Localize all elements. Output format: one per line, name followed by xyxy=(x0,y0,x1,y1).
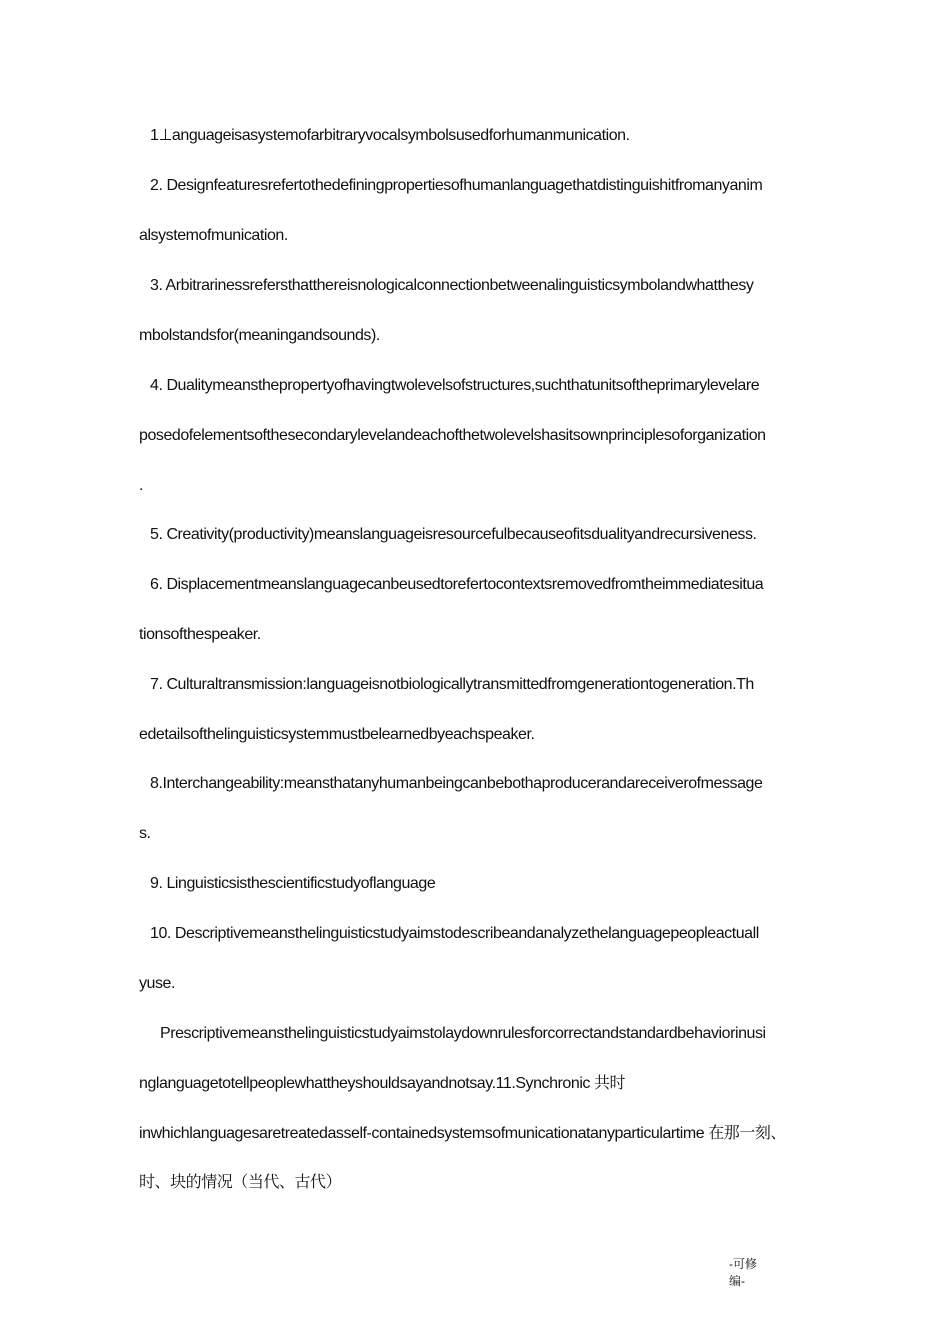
footer-label-line-2: 编- xyxy=(729,1274,745,1288)
text-line-3: alsystemofmunication. xyxy=(139,227,288,244)
text-line-17: 10. Descriptivemeansthelinguisticstudyaimstodescribeandanalyzethelanguagepeopleactuall xyxy=(150,925,759,942)
text-line-13: edetailsofthelinguisticsystemmustbelearnedbyeachspeaker. xyxy=(139,726,535,743)
text-line-4: 3. Arbitrarinessrefersthatthereisnologicalconnectionbetweenalinguisticsymbolandwhatthesy xyxy=(150,277,754,294)
text-line-10: 6. Displacementmeanslanguagecanbeusedtorefertocontextsremovedfromtheimmediatesitua xyxy=(150,576,764,593)
text-line-22: 时、块的情况（当代、古代） xyxy=(139,1174,342,1191)
text-line-7: posedofelementsofthesecondarylevelandeachofthetwolevelshasitsownprinciplesoforganization xyxy=(139,427,766,444)
text-line-1: 1⊥anguageisasystemofarbitraryvocalsymbolsusedforhumanmunication. xyxy=(150,127,630,144)
text-line-20: nglanguagetotellpeoplewhattheyshouldsayandnotsay.11.Synchronic 共时 xyxy=(139,1075,626,1092)
text-line-21: inwhichlanguagesaretreatedasself-containedsystemsofmunicationatanyparticulartime 在那一刻、 xyxy=(139,1125,786,1142)
text-line-2: 2. Designfeaturesrefertothedefiningpropertiesofhumanlanguagethatdistinguishitfromanyanim xyxy=(150,177,763,194)
text-line-9: 5. Creativity(productivity)meanslanguageisresourcefulbecauseofitsdualityandrecursiveness. xyxy=(150,526,757,543)
text-line-18: yuse. xyxy=(139,975,175,992)
text-line-16: 9. Linguisticsisthescientificstudyoflanguage xyxy=(150,875,436,892)
text-line-6: 4. Dualitymeansthepropertyofhavingtwolevelsofstructures,suchthatunitsoftheprimarylevelare xyxy=(150,377,760,394)
text-line-8: . xyxy=(139,477,143,494)
text-line-5: mbolstandsfor(meaningandsounds). xyxy=(139,327,380,344)
text-line-11: tionsofthespeaker. xyxy=(139,626,261,643)
text-line-15: s. xyxy=(139,825,151,842)
footer-label-line-1: -可修 xyxy=(729,1257,757,1271)
text-line-14: 8.Interchangeability:meansthatanyhumanbeingcanbebothaproducerandareceiverofmessage xyxy=(150,775,763,792)
text-line-12: 7. Culturaltransmission:languageisnotbiologicallytransmittedfromgenerationtogeneration.Th xyxy=(150,676,754,693)
text-line-19: Prescriptivemeansthelinguisticstudyaimstolaydownrulesforcorrectandstandardbehaviorinusi xyxy=(160,1025,766,1042)
